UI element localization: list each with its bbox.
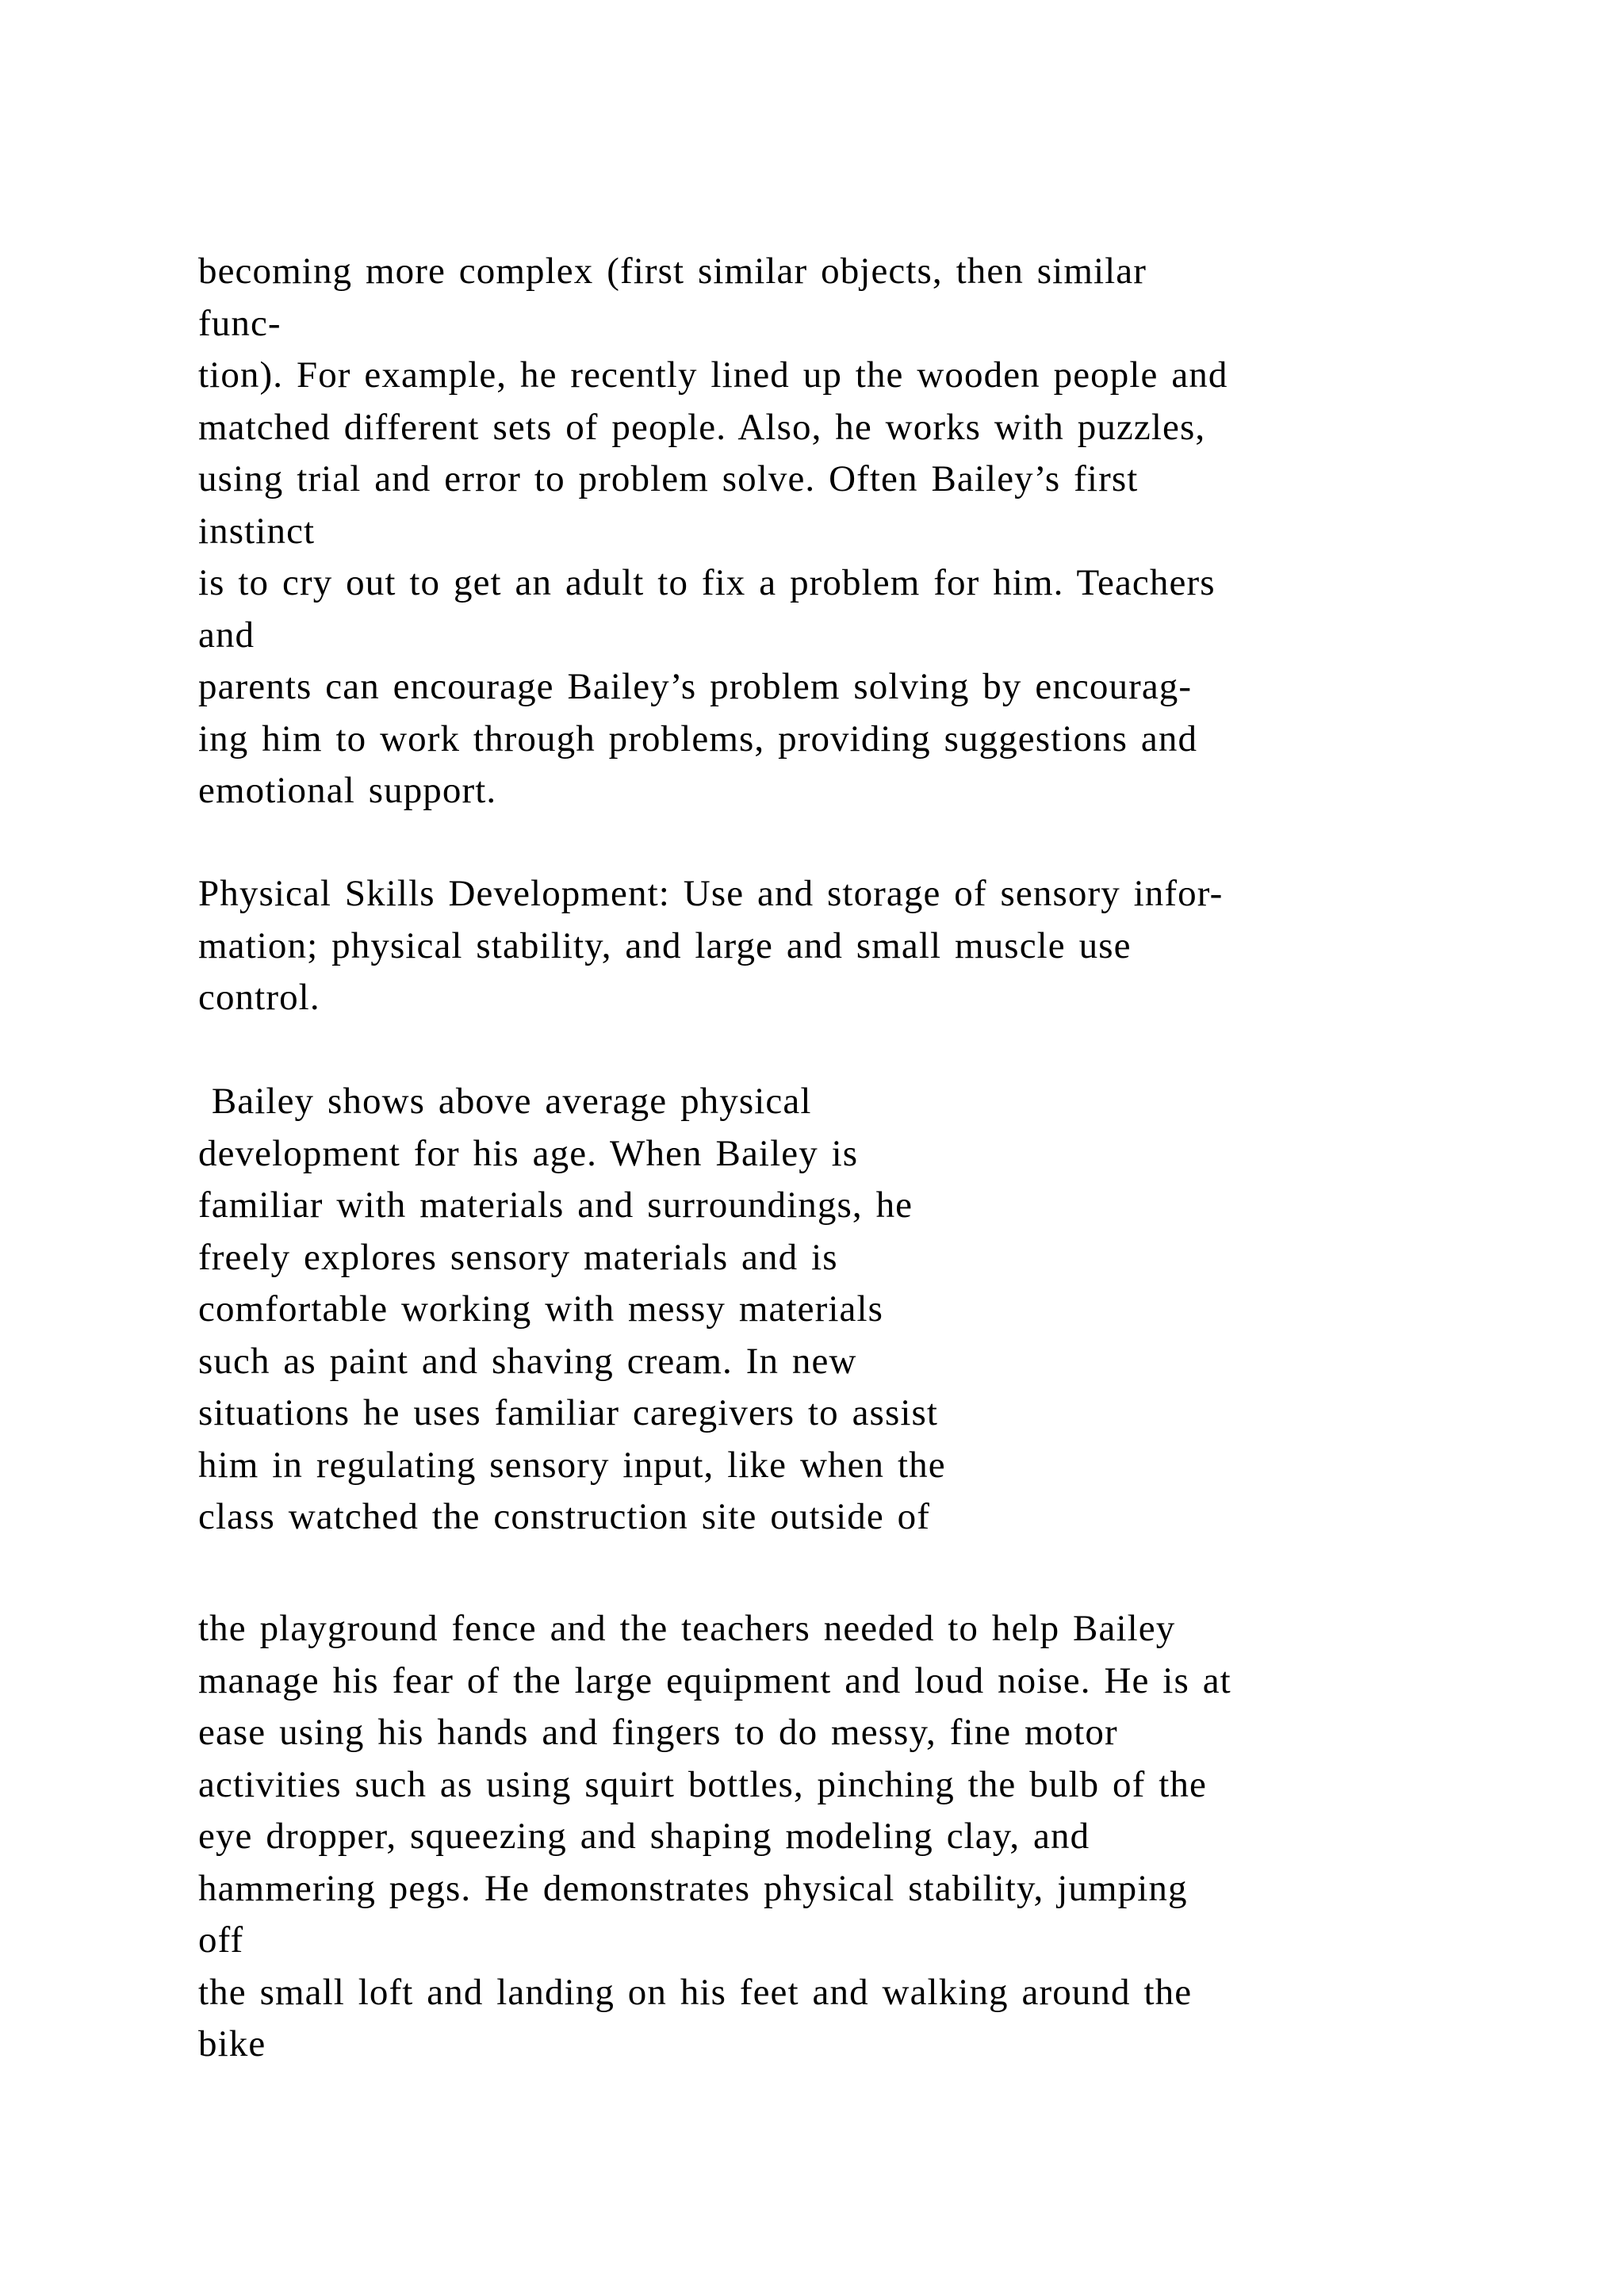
text-line: the small loft and landing on his feet and walking around the [198,1971,1193,2013]
text-line: class watched the construction site outside of [198,1496,930,1537]
text-line: emotional support. [198,770,497,811]
text-line: func- [198,302,282,344]
text-line: situations he uses familiar caregivers to assist [198,1392,939,1433]
text-line: Bailey shows above average physical [198,1081,812,1122]
text-line: Physical Skills Development: Use and storage of sensory infor- [198,873,1224,914]
paragraph-motor-skills [198,1603,1231,2071]
text-line: ing him to work through problems, providing suggestions and [198,718,1198,760]
paragraph-physical-development [198,1076,946,1544]
text-line: comfortable working with messy materials [198,1288,884,1330]
text-line: him in regulating sensory input, like when the [198,1444,946,1486]
text-line: eye dropper, squeezing and shaping modeling clay, and [198,1816,1090,1857]
text-line: the playground fence and the teachers needed to help Bailey [198,1608,1176,1649]
text-line: ease using his hands and fingers to do messy, fine motor [198,1712,1118,1753]
text-line: development for his age. When Bailey is [198,1132,859,1174]
paragraph-problem-solving [198,246,1228,817]
text-line: bike [198,2023,266,2064]
text-line: familiar with materials and surroundings, he [198,1184,914,1226]
section-heading-physical-skills [198,868,1223,1024]
text-line: such as paint and shaving cream. In new [198,1340,857,1382]
text-line: is to cry out to get an adult to fix a problem for him. Teachers [198,562,1216,603]
text-line: manage his fear of the large equipment and loud noise. He is at [198,1659,1231,1701]
text-line: activities such as using squirt bottles, pinching the bulb of the [198,1763,1207,1805]
text-line: instinct [198,510,316,552]
text-line: control. [198,977,320,1018]
text-line: mation; physical stability, and large and small muscle use [198,924,1132,966]
text-line: tion). For example, he recently lined up the wooden people and [198,354,1228,396]
text-line: using trial and error to problem solve. Often Bailey’s first [198,458,1139,499]
text-line: matched different sets of people. Also, he works with puzzles, [198,406,1206,448]
text-line: becoming more complex (first similar objects, then similar [198,251,1147,292]
text-line: parents can encourage Bailey’s problem solving by encourag- [198,666,1193,707]
text-line: freely explores sensory materials and is [198,1236,838,1278]
text-line: and [198,614,255,656]
text-line: off [198,1919,244,1961]
text-line: hammering pegs. He demonstrates physical stability, jumping [198,1867,1188,1909]
